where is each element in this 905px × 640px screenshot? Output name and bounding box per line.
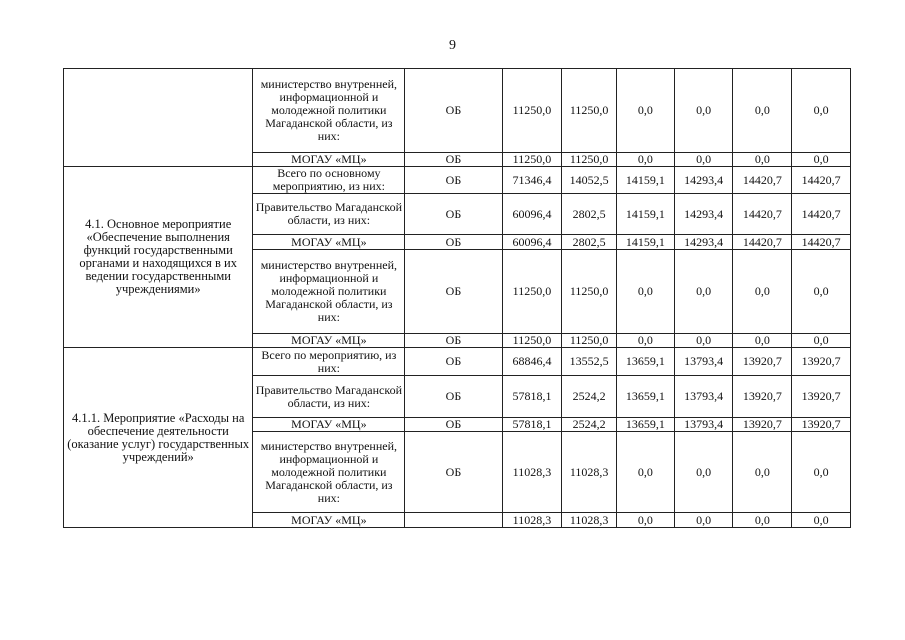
page-number: 9 — [449, 38, 456, 53]
amount-cell: 13659,1 — [617, 376, 675, 418]
amount-cell: 11250,0 — [502, 69, 562, 153]
amount-cell: 0,0 — [733, 432, 792, 513]
amount-cell: 13920,7 — [733, 348, 792, 376]
funding-source-cell: ОБ — [405, 348, 502, 376]
amount-cell: 14159,1 — [617, 167, 675, 194]
activity-name-cell — [64, 69, 253, 167]
amount-cell: 14293,4 — [674, 167, 733, 194]
budget-table — [63, 68, 851, 528]
amount-cell: 0,0 — [792, 69, 851, 153]
amount-cell: 13920,7 — [792, 418, 851, 432]
funding-source-cell: ОБ — [405, 250, 502, 334]
table-row — [64, 348, 851, 376]
amount-cell: 13793,4 — [674, 418, 733, 432]
amount-cell: 11250,0 — [502, 250, 562, 334]
amount-cell: 0,0 — [617, 69, 675, 153]
amount-cell: 2802,5 — [562, 194, 617, 235]
table-row — [64, 167, 851, 194]
amount-cell: 13920,7 — [733, 418, 792, 432]
funding-source-cell — [405, 513, 502, 528]
amount-cell: 14159,1 — [617, 235, 675, 250]
amount-cell: 11250,0 — [502, 334, 562, 348]
amount-cell: 0,0 — [617, 432, 675, 513]
activity-name-cell: 4.1.1. Мероприятие «Расходы на обеспечение деятельности (оказание услуг) государственных учреждений» — [64, 348, 253, 528]
amount-cell: 13659,1 — [617, 418, 675, 432]
amount-cell: 57818,1 — [502, 418, 562, 432]
amount-cell: 71346,4 — [502, 167, 562, 194]
amount-cell: 0,0 — [733, 334, 792, 348]
amount-cell: 0,0 — [792, 432, 851, 513]
amount-cell: 60096,4 — [502, 194, 562, 235]
table-row — [64, 69, 851, 153]
amount-cell: 11250,0 — [562, 69, 617, 153]
amount-cell: 68846,4 — [502, 348, 562, 376]
amount-cell: 0,0 — [617, 153, 675, 167]
amount-cell: 0,0 — [733, 69, 792, 153]
amount-cell: 14293,4 — [674, 194, 733, 235]
funding-source-cell: ОБ — [405, 69, 502, 153]
funding-source-cell: ОБ — [405, 418, 502, 432]
amount-cell: 14420,7 — [733, 194, 792, 235]
amount-cell: 0,0 — [674, 432, 733, 513]
amount-cell: 13793,4 — [674, 376, 733, 418]
amount-cell: 11028,3 — [562, 513, 617, 528]
amount-cell: 57818,1 — [502, 376, 562, 418]
amount-cell: 11250,0 — [562, 334, 617, 348]
amount-cell: 14052,5 — [562, 167, 617, 194]
executor-cell: Правительство Магаданской области, из них: — [253, 376, 405, 418]
amount-cell: 13659,1 — [617, 348, 675, 376]
amount-cell: 0,0 — [674, 250, 733, 334]
amount-cell: 0,0 — [674, 334, 733, 348]
funding-source-cell: ОБ — [405, 167, 502, 194]
amount-cell: 0,0 — [792, 513, 851, 528]
amount-cell: 0,0 — [792, 153, 851, 167]
amount-cell: 0,0 — [733, 250, 792, 334]
funding-source-cell: ОБ — [405, 432, 502, 513]
amount-cell: 11028,3 — [562, 432, 617, 513]
amount-cell: 13552,5 — [562, 348, 617, 376]
amount-cell: 0,0 — [733, 513, 792, 528]
amount-cell: 0,0 — [674, 69, 733, 153]
activity-name-cell: 4.1. Основное мероприятие «Обеспечение выполнения функций государственными органами и находящихся в их ведении государственными учреждениями» — [64, 167, 253, 348]
funding-source-cell: ОБ — [405, 153, 502, 167]
amount-cell: 0,0 — [617, 250, 675, 334]
executor-cell: Всего по мероприятию, из них: — [253, 348, 405, 376]
amount-cell: 14420,7 — [792, 235, 851, 250]
amount-cell: 60096,4 — [502, 235, 562, 250]
amount-cell: 13920,7 — [792, 348, 851, 376]
amount-cell: 0,0 — [617, 334, 675, 348]
amount-cell: 2524,2 — [562, 418, 617, 432]
executor-cell: МОГАУ «МЦ» — [253, 235, 405, 250]
amount-cell: 2524,2 — [562, 376, 617, 418]
amount-cell: 0,0 — [617, 513, 675, 528]
executor-cell: МОГАУ «МЦ» — [253, 334, 405, 348]
amount-cell: 14420,7 — [792, 194, 851, 235]
executor-cell: Правительство Магаданской области, из них: — [253, 194, 405, 235]
executor-cell: Всего по основному мероприятию, из них: — [253, 167, 405, 194]
amount-cell: 11028,3 — [502, 432, 562, 513]
amount-cell: 11028,3 — [502, 513, 562, 528]
executor-cell: МОГАУ «МЦ» — [253, 418, 405, 432]
amount-cell: 14159,1 — [617, 194, 675, 235]
amount-cell: 13920,7 — [733, 376, 792, 418]
amount-cell: 11250,0 — [562, 153, 617, 167]
amount-cell: 14420,7 — [792, 167, 851, 194]
amount-cell: 14420,7 — [733, 235, 792, 250]
amount-cell: 0,0 — [674, 153, 733, 167]
amount-cell: 13920,7 — [792, 376, 851, 418]
amount-cell: 11250,0 — [502, 153, 562, 167]
executor-cell: МОГАУ «МЦ» — [253, 153, 405, 167]
amount-cell: 0,0 — [792, 250, 851, 334]
executor-cell: министерство внутренней, информационной и молодежной политики Магаданской области, из них: — [253, 432, 405, 513]
funding-source-cell: ОБ — [405, 334, 502, 348]
executor-cell: министерство внутренней, информационной и молодежной политики Магаданской области, из них: — [253, 250, 405, 334]
amount-cell: 14420,7 — [733, 167, 792, 194]
amount-cell: 0,0 — [792, 334, 851, 348]
executor-cell: МОГАУ «МЦ» — [253, 513, 405, 528]
funding-source-cell: ОБ — [405, 194, 502, 235]
funding-source-cell: ОБ — [405, 235, 502, 250]
amount-cell: 0,0 — [674, 513, 733, 528]
amount-cell: 2802,5 — [562, 235, 617, 250]
funding-source-cell: ОБ — [405, 376, 502, 418]
amount-cell: 13793,4 — [674, 348, 733, 376]
executor-cell: министерство внутренней, информационной и молодежной политики Магаданской области, из них: — [253, 69, 405, 153]
amount-cell: 11250,0 — [562, 250, 617, 334]
amount-cell: 0,0 — [733, 153, 792, 167]
amount-cell: 14293,4 — [674, 235, 733, 250]
